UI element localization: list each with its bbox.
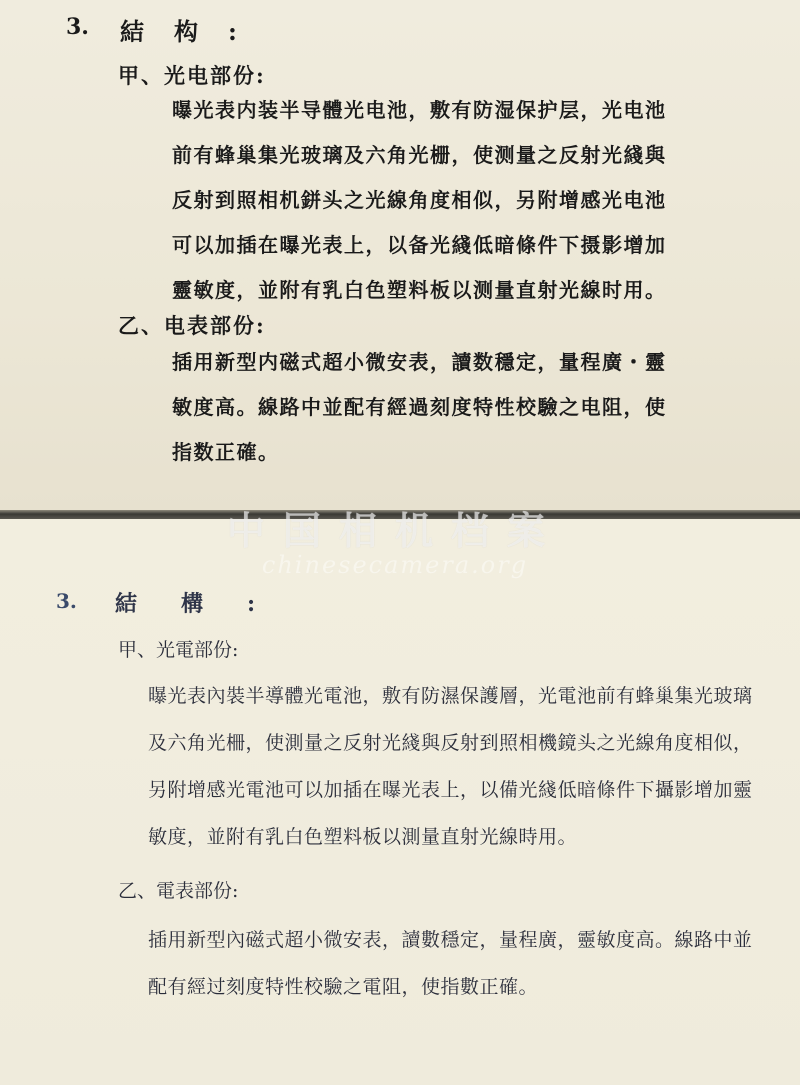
part-b-heading: 乙、电表部份: [118, 313, 266, 338]
bottom-page [0, 519, 800, 1085]
text-line: 可以加插在曝光表上，以备光綫低暗條件下摄影增加 [172, 233, 667, 257]
section-title: 結构: [120, 17, 267, 46]
part-b-paragraph [148, 917, 768, 1011]
top-page [0, 0, 800, 512]
text-line: 靈敏度，並附有乳白色塑料板以测量直射光線时用。 [172, 278, 667, 302]
section-number: 3. [66, 14, 89, 40]
part-a-heading: 甲、光電部份: [118, 639, 239, 661]
text-line: 敏度高。線路中並配有經過刻度特性校驗之电阻，使 [172, 395, 667, 419]
text-line: 前有蜂巢集光玻璃及六角光栅，使测量之反射光綫與 [172, 143, 667, 167]
section-number: 3. [56, 589, 77, 613]
part-b-paragraph [172, 340, 772, 475]
section-title: 結構: [115, 591, 300, 617]
text-line: 指数正確。 [172, 440, 280, 464]
text-line: 插用新型內磁式超小微安表，讀數穩定，量程廣，靈敏度高。線路中並 [148, 929, 753, 951]
text-line: 插用新型内磁式超小微安表，讀数穩定，量程廣・靈 [172, 350, 667, 374]
part-a-paragraph [148, 673, 768, 861]
watermark-chinese: 中国相机档案 [226, 508, 563, 553]
text-line: 曝光表內裝半導體光電池，敷有防濕保護層，光電池前有蜂巢集光玻璃 [148, 685, 753, 707]
text-line: 配有經过刻度特性校驗之電阻，使指數正確。 [148, 976, 539, 998]
part-b-heading: 乙、電表部份: [118, 880, 239, 902]
text-line: 及六角光柵，使測量之反射光綫與反射到照相機鏡头之光線角度相似， [148, 732, 753, 754]
part-a-paragraph [172, 88, 772, 313]
page-divider [0, 510, 800, 519]
text-line: 另附增感光電池可以加插在曝光表上，以備光綫低暗條件下攝影增加靈 [148, 779, 753, 801]
text-line: 反射到照相机鉼头之光線角度相似，另附增感光电池 [172, 188, 667, 212]
text-line: 曝光表内装半导體光电池，敷有防湿保护层，光电池 [172, 98, 667, 122]
part-a-heading: 甲、光电部份: [118, 63, 266, 88]
text-line: 敏度，並附有乳白色塑料板以測量直射光線時用。 [148, 826, 578, 848]
watermark-url: chinesecamera.org [261, 551, 529, 579]
